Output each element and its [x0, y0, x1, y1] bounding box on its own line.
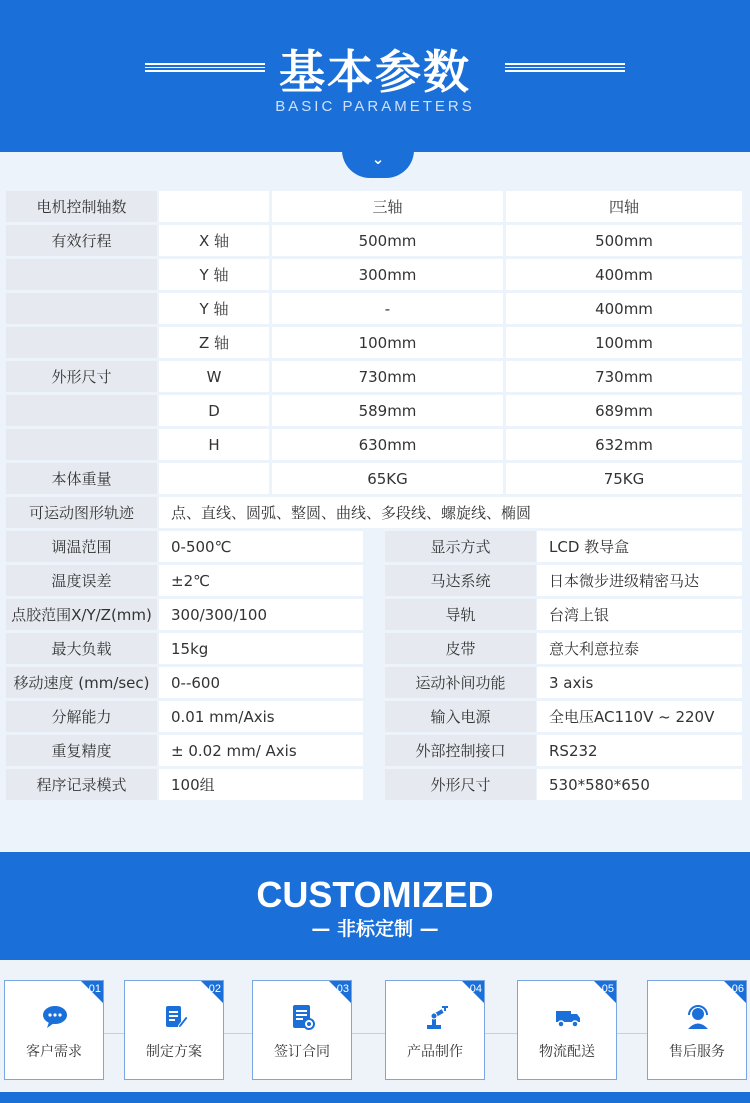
param-value: 台湾上银: [537, 599, 742, 630]
step-number: 02: [208, 983, 221, 995]
spec-label-travel: 有效行程: [6, 225, 157, 256]
step-card-requirement[interactable]: [4, 980, 104, 1080]
param-label: 马达系统: [385, 565, 536, 596]
step-label: 物流配送: [539, 1044, 595, 1060]
step-number: 03: [336, 983, 349, 995]
step-label: 签订合同: [274, 1044, 330, 1060]
param-value: 3 axis: [537, 667, 742, 698]
header-banner: [0, 0, 750, 152]
spec-label-empty: [6, 395, 157, 426]
spec-value: 400mm: [506, 293, 742, 324]
spec-sub-z: Z 轴: [159, 327, 269, 358]
param-value: ±2℃: [159, 565, 363, 596]
step-label: 产品制作: [407, 1044, 463, 1060]
param-value: 100组: [159, 769, 363, 800]
param-label: 重复精度: [6, 735, 157, 766]
spec-cell-empty: [159, 463, 269, 494]
page-subtitle: BASIC PARAMETERS: [275, 98, 475, 115]
spec-cell-empty: [159, 191, 269, 222]
spec-sub-y2: Y 轴: [159, 293, 269, 324]
param-label: 运动补间功能: [385, 667, 536, 698]
spec-value: 500mm: [272, 225, 503, 256]
param-value: 日本微步进级精密马达: [537, 565, 742, 596]
step-connector: [104, 1033, 124, 1034]
spec-label-weight: 本体重量: [6, 463, 157, 494]
spec-label-empty: [6, 327, 157, 358]
spec-value: 632mm: [506, 429, 742, 460]
step-connector: [485, 1033, 517, 1034]
param-value: 意大利意拉泰: [537, 633, 742, 664]
param-label: 分解能力: [6, 701, 157, 732]
spec-label-empty: [6, 259, 157, 290]
spec-label-track: 可运动图形轨迹: [6, 497, 157, 528]
spec-sub-h: H: [159, 429, 269, 460]
footer-bar: [0, 1092, 750, 1103]
step-number: 05: [601, 983, 614, 995]
param-value: 0.01 mm/Axis: [159, 701, 363, 732]
param-value: LCD 教导盒: [537, 531, 742, 562]
spec-value: 65KG: [272, 463, 503, 494]
spec-value: 400mm: [506, 259, 742, 290]
chevron-down-icon: ⌄: [371, 150, 385, 168]
spec-sub-x: X 轴: [159, 225, 269, 256]
step-card-contract[interactable]: [252, 980, 352, 1080]
step-number: 06: [731, 983, 744, 995]
param-value: 15kg: [159, 633, 363, 664]
spec-header-four-axis: 四轴: [506, 191, 742, 222]
spec-label-axis: 电机控制轴数: [6, 191, 157, 222]
spec-value: 300mm: [272, 259, 503, 290]
document-pen-icon: [161, 1003, 189, 1031]
customized-subtitle: — 非标定制 —: [311, 918, 439, 940]
truck-icon: [554, 1003, 582, 1031]
step-label: 售后服务: [669, 1044, 725, 1060]
spec-label-empty: [6, 429, 157, 460]
chat-bubble-icon: [41, 1003, 69, 1031]
param-label: 调温范围: [6, 531, 157, 562]
contract-icon: [289, 1003, 317, 1031]
step-label: 制定方案: [146, 1044, 202, 1060]
customized-banner: [0, 852, 750, 960]
spec-sub-d: D: [159, 395, 269, 426]
step-card-logistics[interactable]: [517, 980, 617, 1080]
spec-sub-y: Y 轴: [159, 259, 269, 290]
step-number: 04: [469, 983, 482, 995]
spec-sub-w: W: [159, 361, 269, 392]
step-number: 01: [88, 983, 101, 995]
param-label: 显示方式: [385, 531, 536, 562]
param-label: 外形尺寸: [385, 769, 536, 800]
param-value: 300/300/100: [159, 599, 363, 630]
step-label: 客户需求: [26, 1044, 82, 1060]
param-label: 导轨: [385, 599, 536, 630]
step-connector: [352, 1033, 385, 1034]
step-card-service[interactable]: [647, 980, 747, 1080]
step-card-plan[interactable]: [124, 980, 224, 1080]
spec-value: 500mm: [506, 225, 742, 256]
customized-title: CUSTOMIZED: [256, 874, 494, 915]
spec-value: 100mm: [506, 327, 742, 358]
step-connector: [617, 1033, 647, 1034]
spec-value: 100mm: [272, 327, 503, 358]
param-label: 输入电源: [385, 701, 536, 732]
param-value: RS232: [537, 735, 742, 766]
spec-value: 689mm: [506, 395, 742, 426]
spec-value: 730mm: [506, 361, 742, 392]
param-value: 0--600: [159, 667, 363, 698]
spec-value: 589mm: [272, 395, 503, 426]
spec-value: 730mm: [272, 361, 503, 392]
step-connector: [224, 1033, 252, 1034]
spec-label-empty: [6, 293, 157, 324]
step-card-production[interactable]: [385, 980, 485, 1080]
param-label: 温度误差: [6, 565, 157, 596]
param-label: 外部控制接口: [385, 735, 536, 766]
spec-value: 630mm: [272, 429, 503, 460]
param-value: 530*580*650: [537, 769, 742, 800]
page-title: 基本参数: [279, 45, 471, 99]
spec-header-three-axis: 三轴: [272, 191, 503, 222]
steps-section-background: [0, 960, 750, 1103]
param-label: 点胶范围X/Y/Z(mm): [6, 599, 157, 630]
robot-arm-icon: [422, 1003, 450, 1031]
spec-value: 75KG: [506, 463, 742, 494]
spec-label-size: 外形尺寸: [6, 361, 157, 392]
param-label: 皮带: [385, 633, 536, 664]
spec-value: -: [272, 293, 503, 324]
param-value: ± 0.02 mm/ Axis: [159, 735, 363, 766]
param-value: 0-500℃: [159, 531, 363, 562]
param-label: 最大负载: [6, 633, 157, 664]
spec-value-track: 点、直线、圆弧、整圆、曲线、多段线、螺旋线、椭圆: [159, 497, 742, 528]
headset-icon: [684, 1003, 712, 1031]
param-label: 移动速度 (mm/sec): [6, 667, 157, 698]
param-label: 程序记录模式: [6, 769, 157, 800]
param-value: 全电压AC110V ~ 220V: [537, 701, 742, 732]
